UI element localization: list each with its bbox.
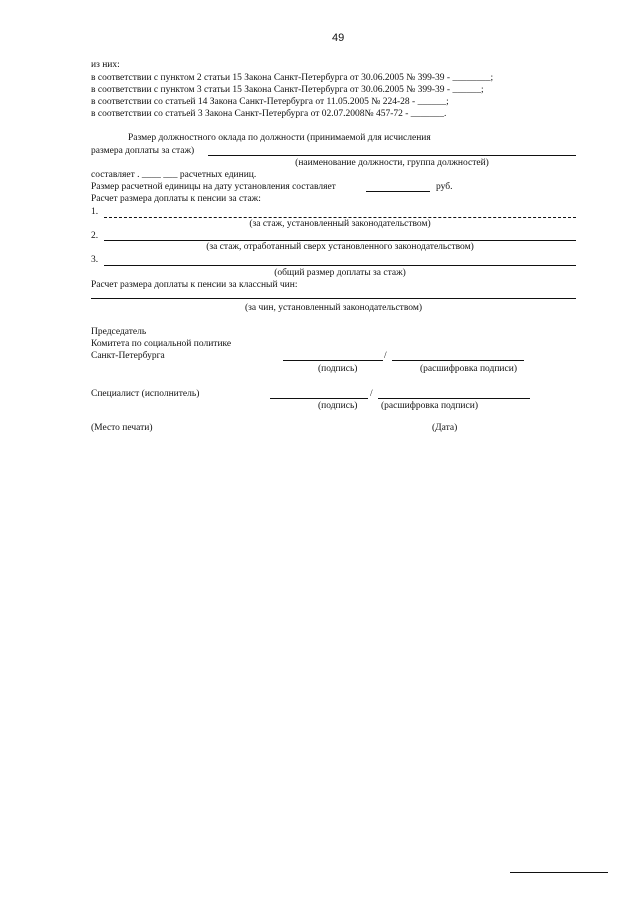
item-2-number: 2. bbox=[91, 231, 99, 241]
among-them-label: из них: bbox=[91, 60, 120, 70]
chairman-decode-caption: (расшифровка подписи) bbox=[420, 364, 517, 374]
item-1-fill-line bbox=[104, 217, 576, 218]
item-2-caption: (за стаж, отработанный сверх установленного законодательством) bbox=[206, 242, 474, 252]
footer-rule bbox=[510, 872, 608, 873]
calc-header: Расчет размера доплаты к пенсии за стаж: bbox=[91, 194, 261, 204]
chairman-line-2: Комитета по социальной политике bbox=[91, 339, 232, 349]
item-2-fill-line bbox=[104, 240, 576, 241]
rank-fill-line bbox=[91, 298, 576, 299]
position-fill-line bbox=[208, 155, 576, 156]
specialist-decode-line bbox=[378, 398, 530, 399]
salary-text-2: размера доплаты за стаж) bbox=[91, 146, 195, 156]
item-3-number: 3. bbox=[91, 255, 99, 265]
date-label: (Дата) bbox=[432, 423, 458, 433]
amount-units-line: составляет . ____ ___ расчетных единиц. bbox=[91, 170, 257, 180]
unit-size-line: Размер расчетной единицы на дату установления составляет bbox=[91, 182, 336, 192]
item-3-fill-line bbox=[104, 265, 576, 266]
rank-header: Расчет размера доплаты к пенсии за классный чин: bbox=[91, 280, 298, 290]
rub-label: руб. bbox=[436, 182, 453, 192]
chairman-slash: / bbox=[384, 351, 387, 361]
law-line-1: в соответствии с пунктом 2 статьи 15 Закона Санкт-Петербурга от 30.06.2005 № 399-39 - ________; bbox=[91, 73, 494, 83]
law-line-2: в соответствии с пунктом 3 статьи 15 Закона Санкт-Петербурга от 30.06.2005 № 399-39 - ______; bbox=[91, 85, 484, 95]
unit-size-fill-line bbox=[366, 191, 430, 192]
rank-caption: (за чин, установленный законодательством) bbox=[244, 303, 422, 313]
salary-text-1: Размер должностного оклада по должности (принимаемой для исчисления bbox=[128, 133, 431, 143]
specialist-label: Специалист (исполнитель) bbox=[91, 389, 200, 399]
chairman-signature-caption: (подпись) bbox=[318, 364, 358, 374]
specialist-slash: / bbox=[370, 389, 373, 399]
law-line-4: в соответствии со статьей 3 Закона Санкт-Петербурга от 02.07.2008№ 457-72 - _______. bbox=[91, 109, 447, 119]
specialist-signature-caption: (подпись) bbox=[318, 401, 358, 411]
item-3-caption: (общий размер доплаты за стаж) bbox=[274, 268, 406, 278]
specialist-signature-line bbox=[270, 398, 368, 399]
chairman-line-3: Санкт-Петербурга bbox=[91, 351, 165, 361]
chairman-signature-line bbox=[283, 360, 383, 361]
position-caption: (наименование должности, группа должностей) bbox=[295, 158, 489, 168]
law-line-3: в соответствии со статьей 14 Закона Санкт-Петербурга от 11.05.2005 № 224-28 - ______; bbox=[91, 97, 449, 107]
item-1-caption: (за стаж, установленный законодательством) bbox=[249, 219, 431, 229]
chairman-decode-line bbox=[392, 360, 524, 361]
chairman-line-1: Председатель bbox=[91, 327, 147, 337]
seal-place-label: (Место печати) bbox=[91, 423, 153, 433]
specialist-decode-caption: (расшифровка подписи) bbox=[381, 401, 478, 411]
page-number: 49 bbox=[332, 32, 345, 44]
item-1-number: 1. bbox=[91, 207, 99, 217]
